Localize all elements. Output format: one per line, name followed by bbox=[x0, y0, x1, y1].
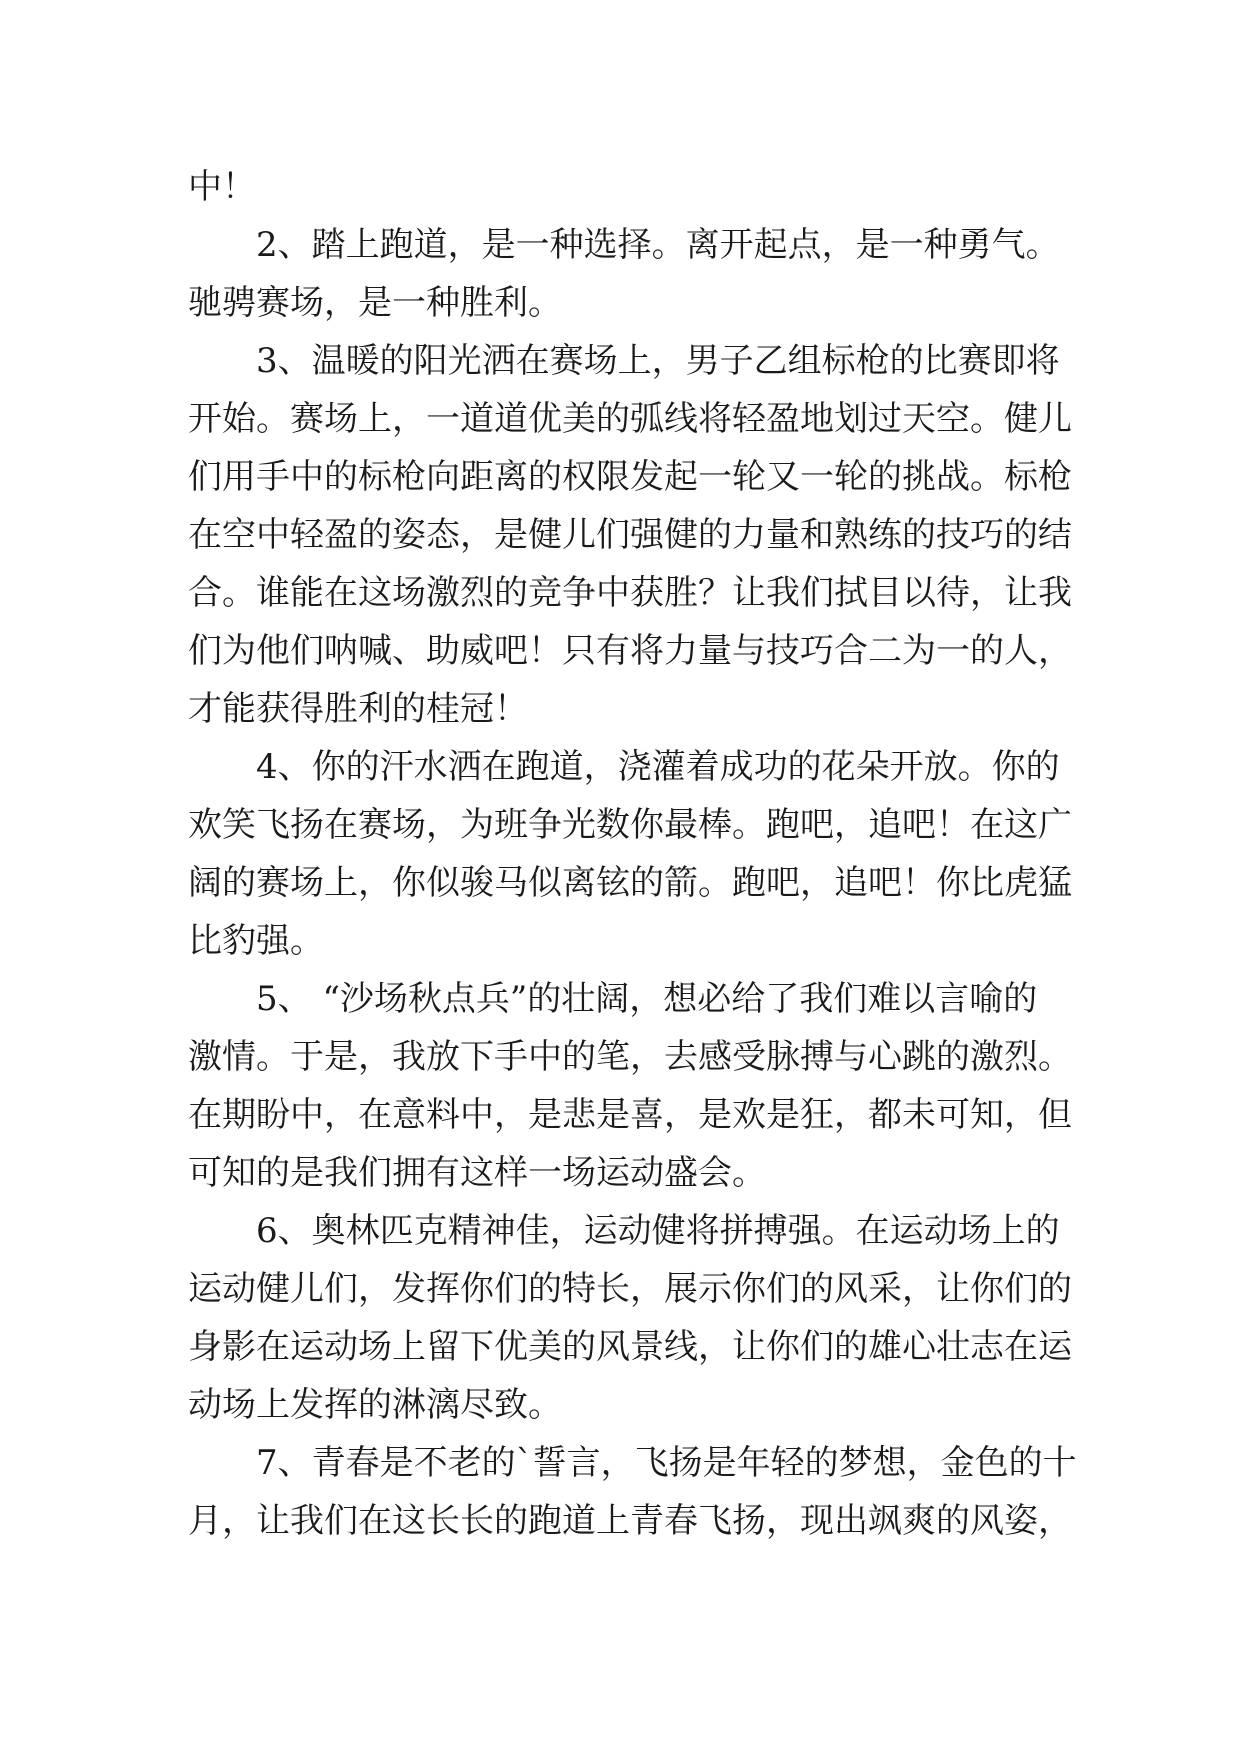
text-line: 开始。赛场上，一道道优美的弧线将轻盈地划过天空。健儿 bbox=[188, 399, 1072, 439]
text-line: 驰骋赛场，是一种胜利。 bbox=[188, 283, 562, 323]
paragraph-first-line: 4、你的汗水洒在跑道，浇灌着成功的花朵开放。你的 bbox=[256, 747, 1060, 787]
paragraph-first-line: 3、温暖的阳光洒在赛场上，男子乙组标枪的比赛即将 bbox=[256, 341, 1060, 381]
text-line: 动场上发挥的淋漓尽致。 bbox=[188, 1385, 562, 1425]
text-line: 比豹强。 bbox=[188, 921, 324, 961]
text-line: 们用手中的标枪向距离的权限发起一轮又一轮的挑战。标枪 bbox=[188, 457, 1072, 497]
text-line: 激情。于是，我放下手中的笔，去感受脉搏与心跳的激烈。 bbox=[188, 1037, 1072, 1077]
document-body bbox=[188, 158, 1088, 1550]
paragraph-first-line: 5、 “沙场秋点兵”的壮阔，想必给了我们难以言喻的 bbox=[256, 979, 1038, 1019]
text-line: 在空中轻盈的姿态，是健儿们强健的力量和熟练的技巧的结 bbox=[188, 515, 1072, 555]
text-line: 欢笑飞扬在赛场，为班争光数你最棒。跑吧，追吧！在这广 bbox=[188, 805, 1072, 845]
text-line: 中！ bbox=[188, 167, 256, 207]
text-line: 合。谁能在这场激烈的竞争中获胜？让我们拭目以待，让我 bbox=[188, 573, 1072, 613]
paragraph-first-line: 7、青春是不老的`誓言，飞扬是年轻的梦想，金色的十 bbox=[256, 1443, 1077, 1483]
text-line: 运动健儿们，发挥你们的特长，展示你们的风采，让你们的 bbox=[188, 1269, 1072, 1309]
paragraph-first-line: 2、踏上跑道，是一种选择。离开起点，是一种勇气。 bbox=[256, 225, 1060, 265]
text-line: 才能获得胜利的桂冠！ bbox=[188, 689, 528, 729]
text-line: 在期盼中，在意料中，是悲是喜，是欢是狂，都未可知，但 bbox=[188, 1095, 1072, 1135]
text-line: 们为他们呐喊、助威吧！只有将力量与技巧合二为一的人， bbox=[188, 631, 1072, 671]
paragraph-first-line: 6、奥林匹克精神佳，运动健将拼搏强。在运动场上的 bbox=[256, 1211, 1060, 1251]
text-line: 月，让我们在这长长的跑道上青春飞扬，现出飒爽的风姿， bbox=[188, 1501, 1072, 1541]
text-line: 可知的是我们拥有这样一场运动盛会。 bbox=[188, 1153, 766, 1193]
text-line: 阔的赛场上，你似骏马似离铉的箭。跑吧，追吧！你比虎猛 bbox=[188, 863, 1072, 903]
text-line: 身影在运动场上留下优美的风景线，让你们的雄心壮志在运 bbox=[188, 1327, 1072, 1367]
